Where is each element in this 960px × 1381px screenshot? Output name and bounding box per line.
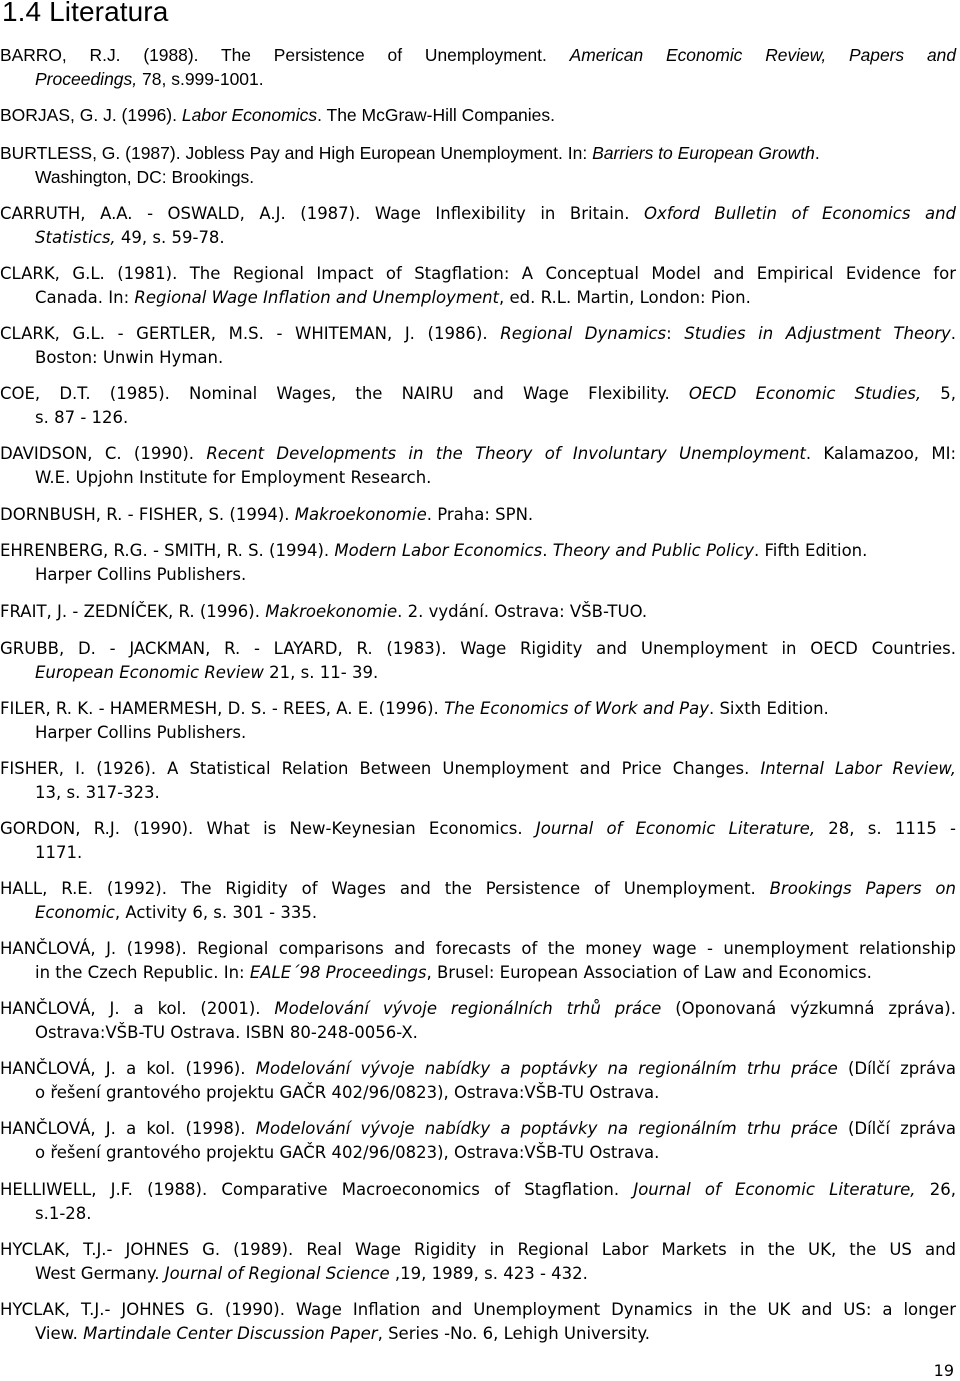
reference-line	[0, 166, 956, 190]
reference-text: Harper Collins Publishers.	[35, 722, 247, 742]
reference-title-italic: Modelování vývoje regionálních trhů práce	[274, 999, 662, 1018]
reference-text: Canada. In:	[35, 287, 135, 307]
reference-title-italic: Internal Labor Review,	[760, 759, 956, 778]
reference-text: Washington, DC: Brookings.	[35, 166, 255, 187]
reference-entry	[0, 637, 956, 684]
reference-line	[0, 817, 956, 841]
reference-text: W.E. Upjohn Institute for Employment Research.	[35, 467, 432, 487]
reference-line	[0, 937, 956, 961]
reference-text: CLARK, G.L. (1981). The Regional Impact of Stagflation: A Conceptual Model and Empirical Evidence for	[0, 264, 956, 283]
reference-text: 49, s. 59-78.	[115, 227, 225, 247]
reference-line	[0, 1322, 956, 1346]
reference-text: HELLIWELL, J.F. (1988). Comparative Macroeconomics of Stagflation.	[0, 1180, 634, 1199]
reference-text: GORDON, R.J. (1990). What is New-Keynesian Economics.	[0, 819, 536, 838]
reference-entry	[0, 202, 956, 249]
reference-entry	[0, 503, 956, 527]
reference-line	[0, 226, 956, 250]
reference-text: COE, D.T. (1985). Nominal Wages, the NAIRU and Wage Flexibility.	[0, 384, 689, 403]
reference-line	[0, 1178, 956, 1202]
reference-text: . The McGraw-Hill Companies.	[317, 105, 556, 125]
reference-text: (Dílčí zpráva	[837, 1059, 956, 1078]
reference-text: DORNBUSH, R. - FISHER, S. (1994).	[0, 505, 295, 524]
reference-line	[0, 406, 956, 430]
reference-text: ,19, 1989, s. 423 - 432.	[389, 1263, 588, 1283]
reference-entry	[0, 44, 956, 91]
reference-title-italic: OECD Economic Studies,	[688, 384, 922, 403]
reference-entry	[0, 322, 956, 369]
reference-text: HALL, R.E. (1992). The Rigidity of Wages and the Persistence of Unemployment.	[0, 879, 770, 898]
reference-text: HYCLAK, T.J.- JOHNES G. (1989). Real Wage Rigidity in Regional Labor Markets in the UK, the US and	[0, 1240, 956, 1259]
page-number: 19	[933, 1361, 954, 1380]
reference-entry	[0, 937, 956, 984]
reference-text: 1171.	[35, 842, 83, 862]
reference-title-italic: Martindale Center Discussion Paper	[83, 1323, 378, 1343]
reference-title-italic: Journal of Regional Science	[164, 1263, 390, 1283]
reference-entry	[0, 1178, 956, 1225]
reference-entry	[0, 382, 956, 429]
reference-title-italic: Economic	[35, 902, 115, 922]
reference-entry	[0, 757, 956, 804]
reference-entry	[0, 817, 956, 864]
reference-title-italic: Brookings Papers on	[769, 879, 956, 898]
reference-line	[0, 503, 956, 527]
reference-text: Ostrava:VŠB-TU Ostrava. ISBN 80-248-0056-X.	[35, 1022, 418, 1042]
reference-line	[0, 1298, 956, 1322]
reference-line	[0, 637, 956, 661]
reference-text: . Fifth Edition.	[754, 541, 868, 560]
reference-text: , Activity 6, s. 301 - 335.	[114, 902, 318, 922]
reference-text: CLARK, G.L. - GERTLER, M.S. - WHITEMAN, J. (1986).	[0, 324, 501, 343]
reference-text: DAVIDSON, C. (1990).	[0, 444, 207, 463]
reference-line	[0, 841, 956, 865]
reference-line	[0, 346, 956, 370]
reference-title-italic: Modern Labor Economics	[334, 541, 543, 560]
reference-text: BURTLESS, G. (1987). Jobless Pay and High European Unemployment. In:	[0, 143, 593, 163]
reference-text: .	[542, 541, 553, 560]
reference-text: HANČLOVÁ, J. (1998). Regional comparisons and forecasts of the money wage - unemployment relationship	[0, 939, 956, 958]
reference-text: , ed. R.L. Martin, London: Pion.	[499, 287, 751, 307]
reference-line	[0, 539, 956, 563]
reference-title-italic: Recent Developments in the Theory of Involuntary Unemployment	[206, 444, 806, 463]
reference-title-italic: Oxford Bulletin of Economics and	[643, 204, 956, 223]
reference-line	[0, 1021, 956, 1045]
reference-text: Harper Collins Publishers.	[35, 564, 247, 584]
reference-title-italic: Regional Dynamics	[500, 324, 667, 343]
reference-text: . 2. vydání. Ostrava: VŠB-TUO.	[397, 602, 648, 621]
reference-text: in the Czech Republic. In:	[35, 962, 250, 982]
reference-text: 21, s. 11- 39.	[263, 662, 379, 682]
reference-text: 26,	[915, 1180, 956, 1199]
reference-line	[0, 286, 956, 310]
reference-text: 28, s. 1115 -	[815, 819, 956, 838]
reference-text: BORJAS, G. J. (1996).	[0, 105, 182, 125]
reference-title-italic: Makroekonomie	[265, 602, 398, 621]
reference-entry	[0, 877, 956, 924]
reference-title-italic: Modelování vývoje nabídky a poptávky na regionálním trhu práce	[255, 1119, 838, 1138]
reference-title-italic: Studies in Adjustment Theory	[684, 324, 951, 343]
reference-line	[0, 382, 956, 406]
reference-text: o řešení grantového projektu GAČR 402/96/0823), Ostrava:VŠB-TU Ostrava.	[35, 1082, 660, 1102]
reference-entry	[0, 600, 956, 624]
reference-text: s.1-28.	[35, 1203, 92, 1223]
reference-line	[0, 901, 956, 925]
reference-text: HANČLOVÁ, J. a kol. (1998).	[0, 1119, 256, 1138]
reference-entry	[0, 262, 956, 309]
reference-text: Boston: Unwin Hyman.	[35, 347, 224, 367]
reference-title-italic: Labor Economics	[181, 105, 318, 125]
reference-line	[0, 997, 956, 1021]
reference-text: FISHER, I. (1926). A Statistical Relation Between Unemployment and Price Changes.	[0, 759, 761, 778]
reference-title-italic: Proceedings,	[35, 68, 138, 89]
reference-text: HANČLOVÁ, J. a kol. (1996).	[0, 1059, 256, 1078]
reference-text: HANČLOVÁ, J. a kol. (2001).	[0, 999, 275, 1018]
reference-line	[0, 1117, 956, 1141]
reference-line	[0, 697, 956, 721]
reference-text: :	[666, 324, 685, 343]
reference-title-italic: European Economic Review	[35, 662, 264, 682]
reference-title-italic: EALE´98 Proceedings	[249, 962, 427, 982]
reference-line	[0, 1262, 956, 1286]
reference-line	[0, 721, 956, 745]
reference-text: . Praha: SPN.	[426, 505, 534, 524]
reference-text: (Oponovaná výzkumná zpráva).	[661, 999, 956, 1018]
reference-line	[0, 142, 956, 166]
reference-text: . Kalamazoo, MI:	[805, 444, 956, 463]
reference-title-italic: American Economic Review, Papers and	[569, 45, 956, 65]
reference-text: View.	[35, 1323, 84, 1343]
reference-entry	[0, 1238, 956, 1285]
reference-text: , Brusel: European Association of Law and Economics.	[426, 962, 872, 982]
reference-text: FILER, R. K. - HAMERMESH, D. S. - REES, A. E. (1996).	[0, 699, 445, 718]
reference-text: CARRUTH, A.A. - OSWALD, A.J. (1987). Wage Inflexibility in Britain.	[0, 204, 644, 223]
reference-title-italic: Statistics,	[35, 227, 116, 247]
reference-line	[0, 961, 956, 985]
reference-title-italic: Regional Wage Inflation and Unemployment	[134, 287, 500, 307]
reference-entry	[0, 142, 956, 189]
reference-text: West Germany.	[35, 1263, 165, 1283]
reference-line	[0, 600, 956, 624]
reference-entry	[0, 697, 956, 744]
reference-line	[0, 202, 956, 226]
reference-line	[0, 104, 956, 128]
reference-text: .	[814, 143, 820, 163]
reference-title-italic: Journal of Economic Literature,	[535, 819, 816, 838]
reference-title-italic: The Economics of Work and Pay	[444, 699, 709, 718]
reference-line	[0, 466, 956, 490]
reference-text: 13, s. 317-323.	[35, 782, 160, 802]
reference-line	[0, 877, 956, 901]
reference-text: .	[950, 324, 956, 343]
reference-entry	[0, 1057, 956, 1104]
reference-line	[0, 563, 956, 587]
reference-line	[0, 442, 956, 466]
reference-line	[0, 661, 956, 685]
reference-line	[0, 68, 956, 92]
reference-entry	[0, 1117, 956, 1164]
reference-entry	[0, 1298, 956, 1345]
reference-line	[0, 1081, 956, 1105]
reference-text: GRUBB, D. - JACKMAN, R. - LAYARD, R. (1983). Wage Rigidity and Unemployment in OECD Countries.	[0, 639, 956, 658]
reference-text: 78, s.999-1001.	[137, 68, 264, 89]
reference-title-italic: Modelování vývoje nabídky a poptávky na regionálním trhu práce	[255, 1059, 838, 1078]
reference-line	[0, 1141, 956, 1165]
reference-text: FRAIT, J. - ZEDNÍČEK, R. (1996).	[0, 602, 266, 621]
reference-title-italic: Journal of Economic Literature,	[633, 1180, 916, 1199]
reference-text: s. 87 - 126.	[35, 407, 129, 427]
reference-text: . Sixth Edition.	[708, 699, 829, 718]
reference-line	[0, 1238, 956, 1262]
reference-text: EHRENBERG, R.G. - SMITH, R. S. (1994).	[0, 541, 335, 560]
reference-text: HYCLAK, T.J.- JOHNES G. (1990). Wage Inflation and Unemployment Dynamics in the UK and US: a longer	[0, 1300, 956, 1319]
reference-line	[0, 44, 956, 68]
reference-line	[0, 757, 956, 781]
reference-entry	[0, 539, 956, 586]
reference-title-italic: Barriers to European Growth	[592, 143, 815, 163]
reference-line	[0, 322, 956, 346]
reference-text: (Dílčí zpráva	[837, 1119, 956, 1138]
reference-text: o řešení grantového projektu GAČR 402/96/0823), Ostrava:VŠB-TU Ostrava.	[35, 1142, 660, 1162]
reference-title-italic: Theory and Public Policy	[552, 541, 754, 560]
reference-line	[0, 1057, 956, 1081]
reference-line	[0, 781, 956, 805]
reference-title-italic: Makroekonomie	[294, 505, 427, 524]
reference-line	[0, 262, 956, 286]
reference-text: , Series -No. 6, Lehigh University.	[377, 1323, 651, 1343]
reference-entry	[0, 997, 956, 1044]
reference-entry	[0, 104, 956, 128]
reference-text: 5,	[921, 384, 956, 403]
section-heading: 1.4 Literatura	[2, 0, 169, 27]
reference-line	[0, 1202, 956, 1226]
reference-entry	[0, 442, 956, 489]
reference-text: BARRO, R.J. (1988). The Persistence of Unemployment.	[0, 45, 570, 65]
